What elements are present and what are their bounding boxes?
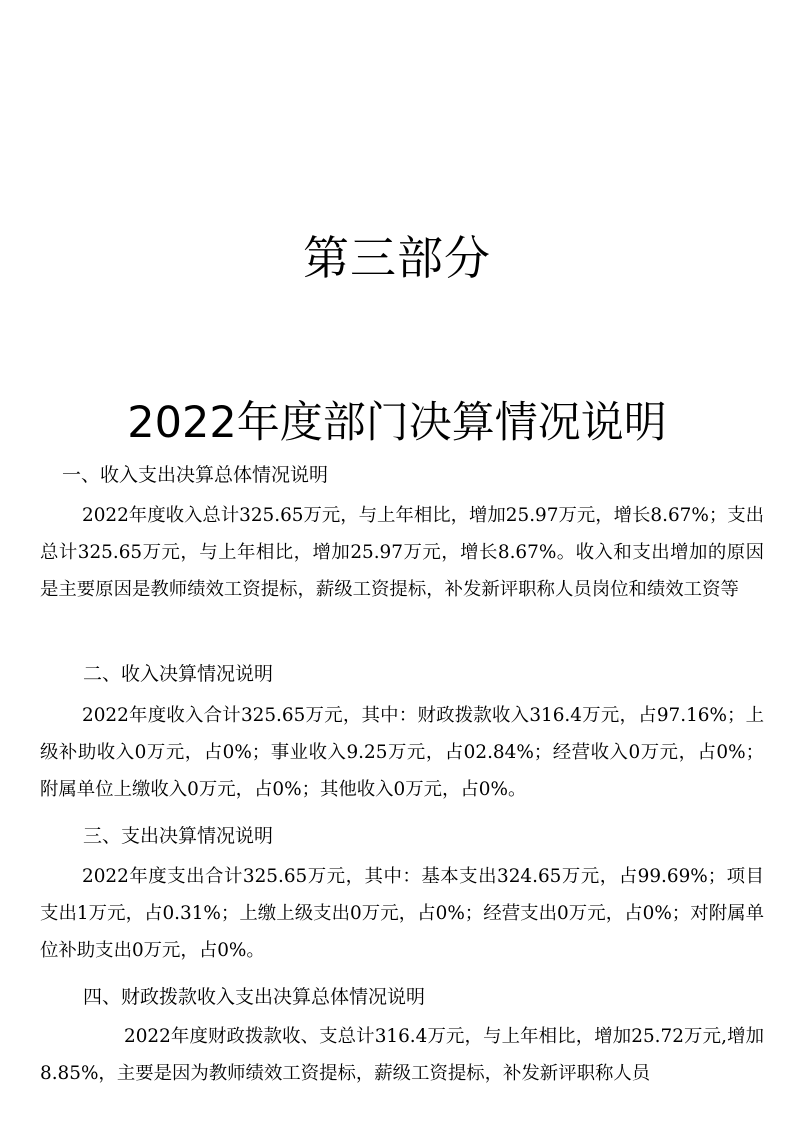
section-body-4: 2022年度财政拨款收、支总计316.4万元，与上年相比，增加25.72万元,增加8.85%，主要是因为教师绩效工资提标，薪级工资提标，补发新评职称人员 <box>40 1026 764 1084</box>
section-heading-3: 三、支出决算情况说明 <box>83 825 274 847</box>
section-body-1: 2022年度收入总计325.65万元，与上年相比，增加25.97万元，增长8.67%；支出总计325.65万元，与上年相比，增加25.97万元，增长8.67%。收入和支出增加的原因是主要原因是教师绩效工资提标，薪级工资提标，补发新评职称人员岗位和绩效工资等 <box>40 505 764 600</box>
section-body-3: 2022年度支出合计325.65万元，其中：基本支出324.65万元，占99.69%；项目支出1万元，占0.31%；上缴上级支出0万元，占0%；经营支出0万元，占0%；对附属单位补助支出0万元，占0%。 <box>40 866 764 961</box>
part-title: 第三部分 <box>303 231 491 285</box>
section-heading-2: 二、收入决算情况说明 <box>83 663 274 685</box>
section-heading-4: 四、财政拨款收入支出决算总体情况说明 <box>83 986 426 1008</box>
section-body-2: 2022年度收入合计325.65万元，其中：财政拨款收入316.4万元，占97.16%；上级补助收入0万元，占0%；事业收入9.25万元，占02.84%；经营收入0万元，占0%；附属单位上缴收入0万元，占0%；其他收入0万元，占0%。 <box>40 705 764 800</box>
section-heading-1: 一、收入支出决算总体情况说明 <box>62 464 329 486</box>
document-title: 2022年度部门决算情况说明 <box>127 398 667 448</box>
